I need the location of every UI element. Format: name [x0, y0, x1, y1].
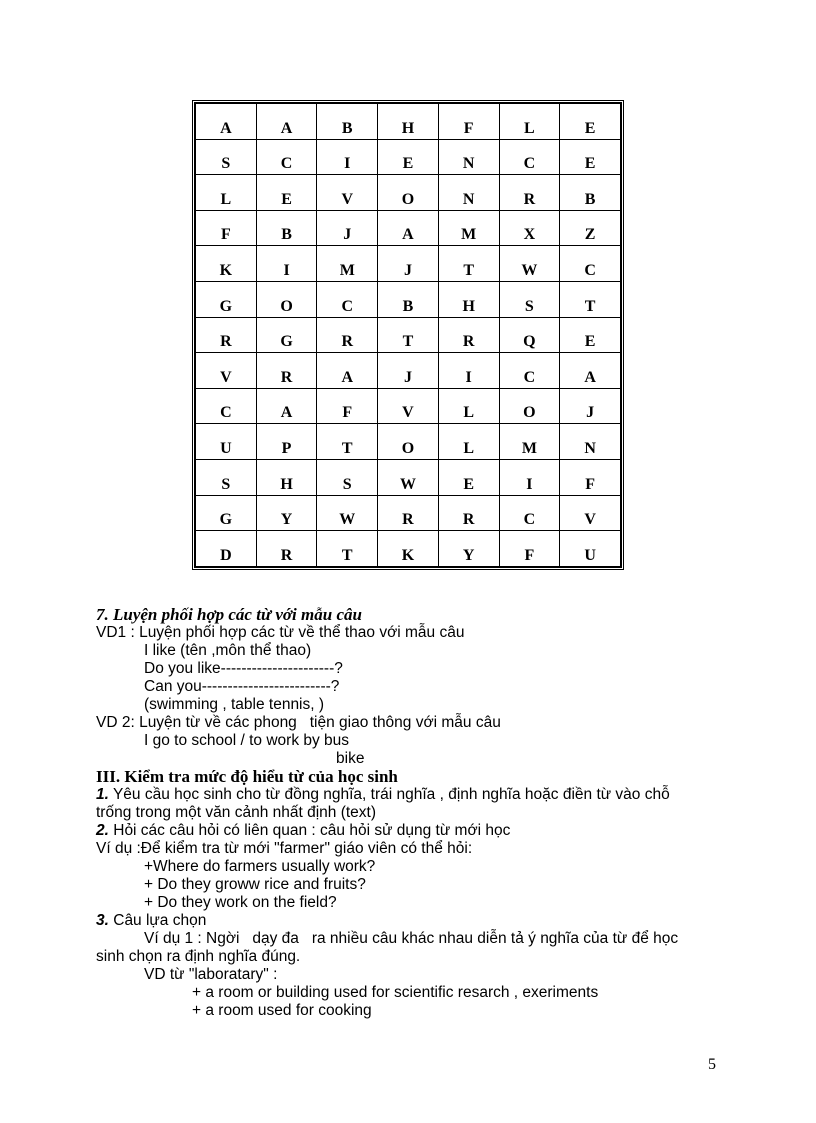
choice-example-1-continued: sinh chọn ra định nghĩa đúng. — [96, 948, 301, 965]
grid-row — [196, 353, 621, 389]
grid-cell: O — [256, 282, 317, 318]
grid-cell: F — [317, 388, 378, 424]
grid-cell: V — [317, 175, 378, 211]
grid-cell: C — [317, 282, 378, 318]
grid-cell: A — [256, 388, 317, 424]
grid-row — [196, 495, 621, 531]
item-1-number: 1. — [96, 786, 109, 803]
grid-cell: F — [560, 460, 621, 496]
grid-cell: T — [378, 317, 439, 353]
question-2: + Do they groww rice and fruits? — [144, 876, 366, 893]
grid-cell: Y — [256, 495, 317, 531]
grid-cell: S — [317, 460, 378, 496]
grid-row — [196, 246, 621, 282]
item-1-continued: trống trong một văn cảnh nhất định (text) — [96, 804, 377, 821]
grid-row — [196, 460, 621, 496]
grid-cell: L — [438, 424, 499, 460]
grid-cell: A — [378, 210, 439, 246]
grid-cell: A — [317, 353, 378, 389]
grid-cell: R — [256, 531, 317, 567]
grid-cell: G — [196, 282, 257, 318]
grid-cell: Y — [438, 531, 499, 567]
grid-cell: H — [378, 104, 439, 140]
grid-cell: H — [438, 282, 499, 318]
grid-cell: R — [438, 495, 499, 531]
choice-example-1: Ví dụ 1 : Ngời dạy đa ra nhiều câu khác nhau diễn tả ý nghĩa của từ để học — [144, 930, 679, 947]
grid-cell: E — [560, 139, 621, 175]
grid-cell: F — [438, 104, 499, 140]
grid-cell: C — [499, 353, 560, 389]
grid-cell: O — [378, 424, 439, 460]
grid-cell: I — [256, 246, 317, 282]
option-1: + a room or building used for scientific resarch , exeriments — [192, 984, 599, 1001]
grid-row — [196, 210, 621, 246]
grid-cell: R — [196, 317, 257, 353]
grid-cell: R — [378, 495, 439, 531]
grid-cell: V — [196, 353, 257, 389]
grid-row — [196, 104, 621, 140]
grid-cell: G — [196, 495, 257, 531]
pattern-do-you-like: Do you like----------------------? — [144, 660, 343, 677]
grid-row — [196, 282, 621, 318]
grid-cell: Z — [560, 210, 621, 246]
grid-cell: E — [378, 139, 439, 175]
item-3-number: 3. — [96, 912, 109, 929]
grid-cell: F — [499, 531, 560, 567]
body-text — [96, 606, 736, 1020]
grid-cell: A — [560, 353, 621, 389]
grid-cell: W — [378, 460, 439, 496]
grid-cell: B — [378, 282, 439, 318]
grid-row — [196, 388, 621, 424]
grid-cell: R — [256, 353, 317, 389]
example-farmer: Ví dụ :Để kiểm tra từ mới "farmer" giáo viên có thể hỏi: — [96, 840, 473, 857]
grid-cell: W — [499, 246, 560, 282]
grid-cell: C — [499, 495, 560, 531]
grid-cell: J — [560, 388, 621, 424]
grid-cell: G — [256, 317, 317, 353]
grid-row — [196, 317, 621, 353]
grid-cell: E — [256, 175, 317, 211]
pattern-go-to-school: I go to school / to work by bus — [144, 732, 350, 749]
grid-cell: S — [196, 139, 257, 175]
grid-cell: R — [317, 317, 378, 353]
section-3-heading: III. Kiểm tra mức độ hiểu từ của học sinh — [96, 767, 398, 786]
grid-cell: N — [438, 139, 499, 175]
grid-cell: F — [196, 210, 257, 246]
grid-cell: L — [196, 175, 257, 211]
grid-cell: U — [196, 424, 257, 460]
grid-cell: B — [560, 175, 621, 211]
grid-cell: A — [196, 104, 257, 140]
grid-cell: B — [256, 210, 317, 246]
grid-cell: C — [499, 139, 560, 175]
pattern-can-you: Can you-------------------------? — [144, 678, 340, 695]
pattern-bike: bike — [336, 750, 365, 767]
example-2: VD 2: Luyện từ về các phong tiện giao thông với mẫu câu — [96, 714, 501, 731]
grid-cell: J — [378, 246, 439, 282]
choice-example-2: VD từ "laboratary" : — [144, 966, 278, 983]
grid-cell: M — [317, 246, 378, 282]
grid-cell: N — [438, 175, 499, 211]
pattern-examples: (swimming , table tennis, ) — [144, 696, 325, 713]
grid-cell: E — [438, 460, 499, 496]
grid-cell: V — [378, 388, 439, 424]
grid-cell: C — [196, 388, 257, 424]
grid-cell: D — [196, 531, 257, 567]
grid-row — [196, 175, 621, 211]
grid-cell: C — [256, 139, 317, 175]
grid-cell: C — [560, 246, 621, 282]
grid-cell: S — [499, 282, 560, 318]
grid-cell: T — [317, 424, 378, 460]
grid-cell: H — [256, 460, 317, 496]
item-1-text: Yêu cầu học sinh cho từ đồng nghĩa, trái nghĩa , định nghĩa hoặc điền từ vào chỗ — [108, 786, 670, 803]
item-2-text: Hỏi các câu hỏi có liên quan : câu hỏi sử dụng từ mới học — [108, 822, 511, 839]
item-1 — [96, 786, 736, 804]
grid-cell: K — [378, 531, 439, 567]
question-3: + Do they work on the field? — [144, 894, 337, 911]
page-number: 5 — [708, 1056, 716, 1073]
grid-cell: E — [560, 317, 621, 353]
grid-cell: T — [560, 282, 621, 318]
grid-cell: O — [378, 175, 439, 211]
grid-cell: U — [560, 531, 621, 567]
item-2-number: 2. — [96, 822, 109, 839]
grid-cell: W — [317, 495, 378, 531]
item-2 — [96, 822, 736, 840]
section-7-heading: 7. Luyện phối hợp các từ với mẫu câu — [96, 605, 362, 624]
question-1: +Where do farmers usually work? — [144, 858, 376, 875]
grid-cell: J — [378, 353, 439, 389]
grid-cell: T — [438, 246, 499, 282]
grid-cell: R — [438, 317, 499, 353]
grid-cell: K — [196, 246, 257, 282]
option-2: + a room used for cooking — [192, 1002, 372, 1019]
grid-cell: E — [560, 104, 621, 140]
grid-cell: N — [560, 424, 621, 460]
example-1: VD1 : Luyện phối hợp các từ về thể thao với mẫu câu — [96, 624, 465, 641]
grid-cell: L — [438, 388, 499, 424]
grid-row — [196, 139, 621, 175]
grid-cell: X — [499, 210, 560, 246]
grid-cell: I — [438, 353, 499, 389]
pattern-i-like: I like (tên ,môn thể thao) — [144, 642, 312, 659]
grid-cell: O — [499, 388, 560, 424]
grid-cell: M — [438, 210, 499, 246]
grid-cell: L — [499, 104, 560, 140]
item-3 — [96, 912, 736, 930]
grid-cell: M — [499, 424, 560, 460]
grid-cell: I — [499, 460, 560, 496]
grid-cell: P — [256, 424, 317, 460]
grid-cell: A — [256, 104, 317, 140]
word-search-grid — [192, 100, 624, 570]
grid-cell: V — [560, 495, 621, 531]
grid-cell: R — [499, 175, 560, 211]
word-search-table — [195, 103, 621, 567]
grid-row — [196, 531, 621, 567]
grid-cell: T — [317, 531, 378, 567]
grid-cell: I — [317, 139, 378, 175]
grid-row — [196, 424, 621, 460]
grid-cell: B — [317, 104, 378, 140]
grid-cell: S — [196, 460, 257, 496]
item-3-text: Câu lựa chọn — [108, 912, 207, 929]
grid-cell: J — [317, 210, 378, 246]
grid-cell: Q — [499, 317, 560, 353]
